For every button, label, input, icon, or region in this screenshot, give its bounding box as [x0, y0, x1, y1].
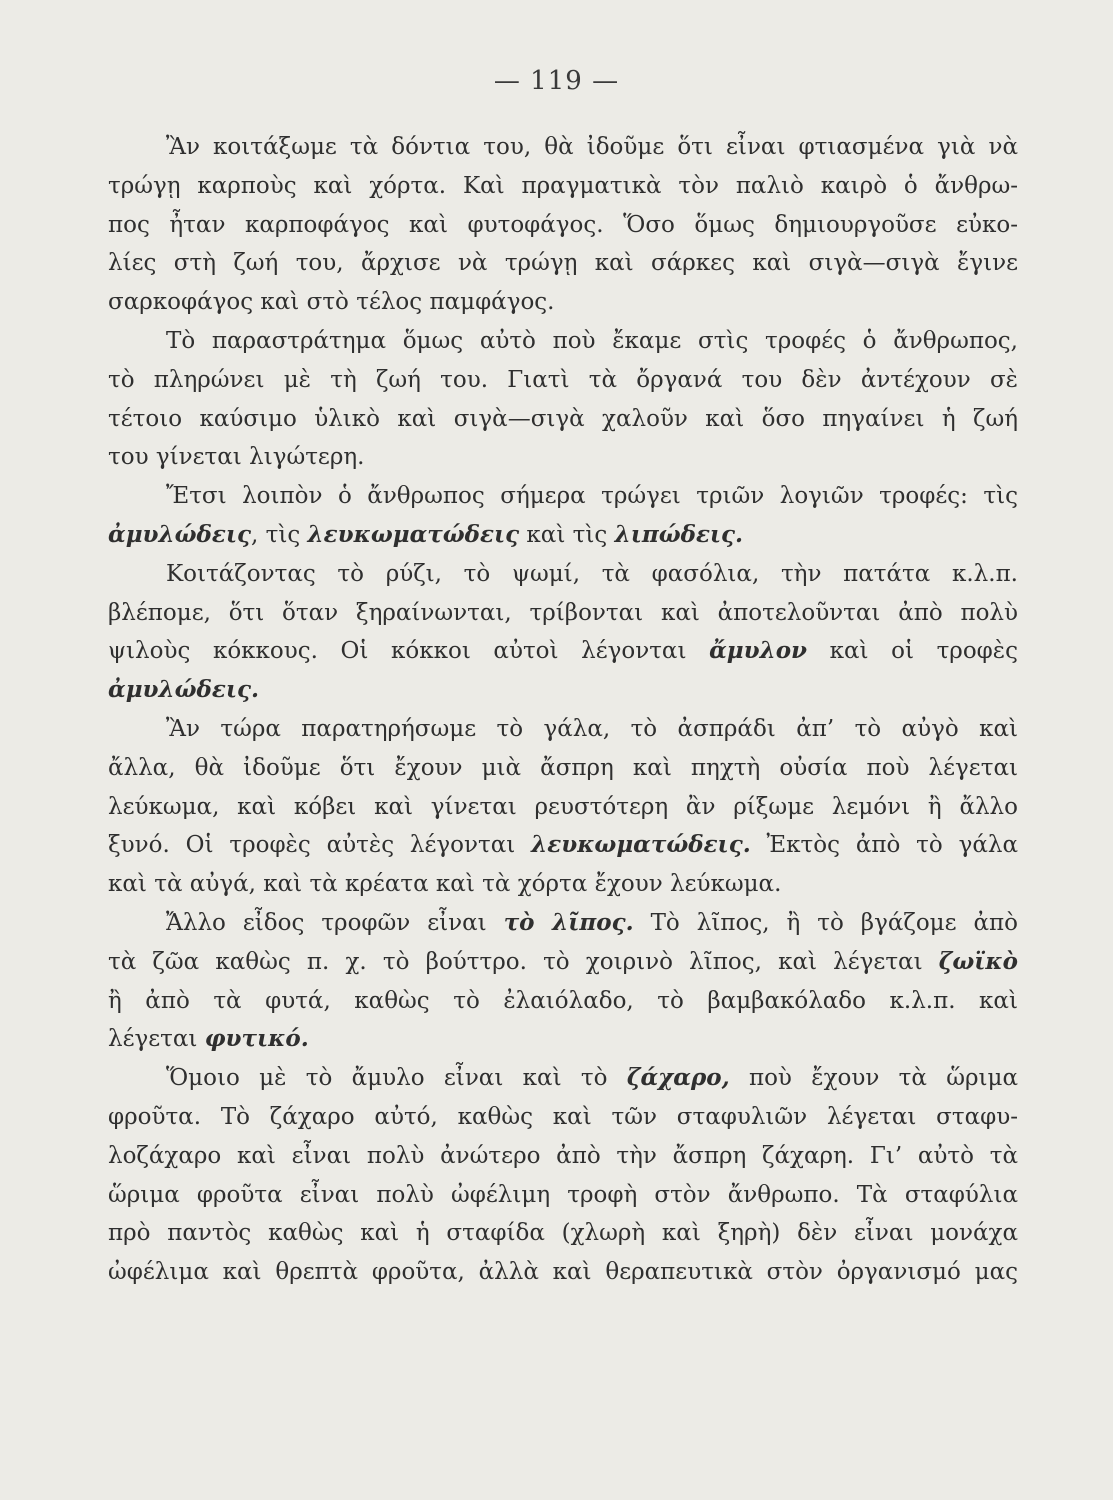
text-segment: ἄλλα, θὰ ἰδοῦμε ὅτι ἔχουν μιὰ ἄσπρη καὶ πηχτὴ οὐσία ποὺ λέγεται	[108, 754, 1018, 781]
text-line	[108, 865, 1018, 904]
text-segment: Τὸ παραστράτημα ὅμως αὐτὸ ποὺ ἔκαμε στὶς τροφές ὁ ἄνθρωπος,	[166, 327, 1018, 354]
text-line	[108, 710, 1018, 749]
text-segment: Ἂν κοιτάξωμε τὰ δόντια του, θὰ ἰδοῦμε ὅτι εἶναι φτιασμένα γιὰ νὰ	[166, 134, 1018, 160]
emphasized-term: ἄμυλον	[709, 637, 807, 665]
text-segment: Ὅμοιο μὲ τὸ ἄμυλο εἶναι καὶ τὸ	[166, 1065, 627, 1092]
text-line	[108, 594, 1018, 633]
text-line	[108, 477, 1018, 516]
text-segment: λίες στὴ ζωή του, ἄρχισε νὰ τρώγῃ καὶ σάρκες καὶ σιγὰ—σιγὰ ἔγινε	[108, 250, 1018, 277]
text-segment: βλέπομε, ὅτι ὅταν ξηραίνωνται, τρίβονται καὶ ἀποτελοῦνται ἀπὸ πολὺ	[108, 599, 1018, 626]
text-segment: Κοιτάζοντας τὸ ρύζι, τὸ ψωμί, τὰ φασόλια, τὴν πατάτα κ.λ.π.	[166, 560, 1018, 587]
text-segment: τρώγῃ καρποὺς καὶ χόρτα. Καὶ πραγματικὰ τὸν παλιὸ καιρὸ ὁ ἄνθρω-	[108, 172, 1018, 199]
text-line	[108, 1059, 1018, 1098]
text-segment: λέγεται	[108, 1026, 205, 1053]
body-text	[108, 128, 1018, 1292]
text-line	[108, 1214, 1018, 1253]
text-segment: ἢ ἀπὸ τὰ φυτά, καθὼς τὸ ἐλαιόλαδο, τὸ βαμβακόλαδο κ.λ.π. καὶ	[108, 987, 1018, 1014]
text-line	[108, 1020, 1018, 1059]
emphasized-term: ζωϊκὸ	[938, 947, 1018, 975]
text-segment: ὠφέλιμα καὶ θρεπτὰ φροῦτα, ἀλλὰ καὶ θεραπευτικὰ στὸν ὀργανισμό μας	[108, 1259, 1018, 1286]
emphasized-term: φυτικό.	[204, 1025, 309, 1053]
text-line	[108, 982, 1018, 1021]
text-segment: , τὶς	[250, 521, 308, 548]
emphasized-term: ζάχαρο,	[626, 1064, 730, 1092]
emphasized-term: ἀμυλώδεις	[108, 520, 251, 548]
text-segment: καὶ οἱ τροφὲς	[807, 638, 1018, 665]
text-line	[108, 206, 1018, 245]
text-line	[108, 555, 1018, 594]
text-segment: καὶ τὰ αὐγά, καὶ τὰ κρέατα καὶ τὰ χόρτα ἔχουν λεύκωμα.	[108, 871, 782, 898]
text-segment: τὰ ζῶα καθὼς π. χ. τὸ βούττρο. τὸ χοιρινὸ λῖπος, καὶ λέγεται	[108, 948, 939, 975]
text-line	[108, 826, 1018, 865]
text-line	[108, 438, 1018, 477]
text-line	[108, 516, 1018, 555]
emphasized-term: τὸ λῖπος.	[503, 908, 634, 936]
text-line	[108, 322, 1018, 361]
text-segment: φροῦτα. Τὸ ζάχαρο αὐτό, καθὼς καὶ τῶν σταφυλιῶν λέγεται σταφυ-	[108, 1103, 1018, 1130]
text-line	[108, 1098, 1018, 1137]
text-segment: λεύκωμα, καὶ κόβει καὶ γίνεται ρευστότερη ἂν ρίξωμε λεμόνι ἢ ἄλλο	[108, 793, 1018, 820]
text-segment: Ἔτσι λοιπὸν ὁ ἄνθρωπος σήμερα τρώγει τριῶν λογιῶν τροφές: τὶς	[166, 483, 1018, 510]
text-line	[108, 943, 1018, 982]
emphasized-term: λευκωματώδεις	[307, 520, 520, 548]
text-line	[108, 167, 1018, 206]
text-line	[108, 1176, 1018, 1215]
text-segment: Ἐκτὸς ἀπὸ τὸ γάλα	[750, 832, 1018, 859]
emphasized-term: ἀμυλώδεις.	[108, 676, 259, 704]
text-segment: λοζάχαρο καὶ εἶναι πολὺ ἀνώτερο ἀπὸ τὴν ἄσπρη ζάχαρη. Γι’ αὐτὸ τὰ	[108, 1142, 1018, 1169]
text-segment: καὶ τὶς	[519, 521, 615, 548]
emphasized-term: λιπώδεις.	[614, 520, 744, 548]
text-segment: ὥριμα φροῦτα εἶναι πολὺ ὠφέλιμη τροφὴ στὸν ἄνθρωπο. Τὰ σταφύλια	[108, 1181, 1018, 1208]
text-line	[108, 749, 1018, 788]
text-segment: Ἂν τώρα παρατηρήσωμε τὸ γάλα, τὸ ἀσπράδι ἀπ’ τὸ αὐγὸ καὶ	[166, 715, 1018, 742]
text-line	[108, 1253, 1018, 1292]
text-segment: σαρκοφάγος καὶ στὸ τέλος παμφάγος.	[108, 289, 555, 316]
text-segment: του γίνεται λιγώτερη.	[108, 444, 365, 471]
text-segment: ψιλοὺς κόκκους. Οἱ κόκκοι αὐτοὶ λέγονται	[108, 638, 710, 665]
text-segment: Τὸ λῖπος, ἢ τὸ βγάζομε ἀπὸ	[633, 909, 1018, 936]
text-line	[108, 904, 1018, 943]
text-line	[108, 128, 1018, 167]
page-number: — 119 —	[493, 66, 620, 96]
text-line	[108, 671, 1018, 710]
emphasized-term: λευκωματώδεις.	[531, 831, 751, 859]
text-line	[108, 788, 1018, 827]
text-line	[108, 400, 1018, 439]
text-segment: πος ἦταν καρποφάγος καὶ φυτοφάγος. Ὅσο ὅμως δημιουργοῦσε εὐκο-	[108, 211, 1018, 238]
text-line	[108, 361, 1018, 400]
text-segment: ποὺ ἔχουν τὰ ὥριμα	[729, 1065, 1018, 1092]
text-segment: ξυνό. Οἱ τροφὲς αὐτὲς λέγονται	[108, 832, 532, 859]
text-segment: τέτοιο καύσιμο ὑλικὸ καὶ σιγὰ—σιγὰ χαλοῦν καὶ ὅσο πηγαίνει ἡ ζωή	[108, 405, 1018, 432]
text-line	[108, 1137, 1018, 1176]
text-line	[108, 632, 1018, 671]
text-segment: πρὸ παντὸς καθὼς καὶ ἡ σταφίδα (χλωρὴ καὶ ξηρὴ) δὲν εἶναι μονάχα	[108, 1220, 1018, 1247]
text-line	[108, 283, 1018, 322]
text-line	[108, 244, 1018, 283]
text-segment: Ἄλλο εἶδος τροφῶν εἶναι	[166, 909, 504, 936]
text-segment: τὸ πληρώνει μὲ τὴ ζωή του. Γιατὶ τὰ ὄργανά του δὲν ἀντέχουν σὲ	[108, 366, 1018, 393]
